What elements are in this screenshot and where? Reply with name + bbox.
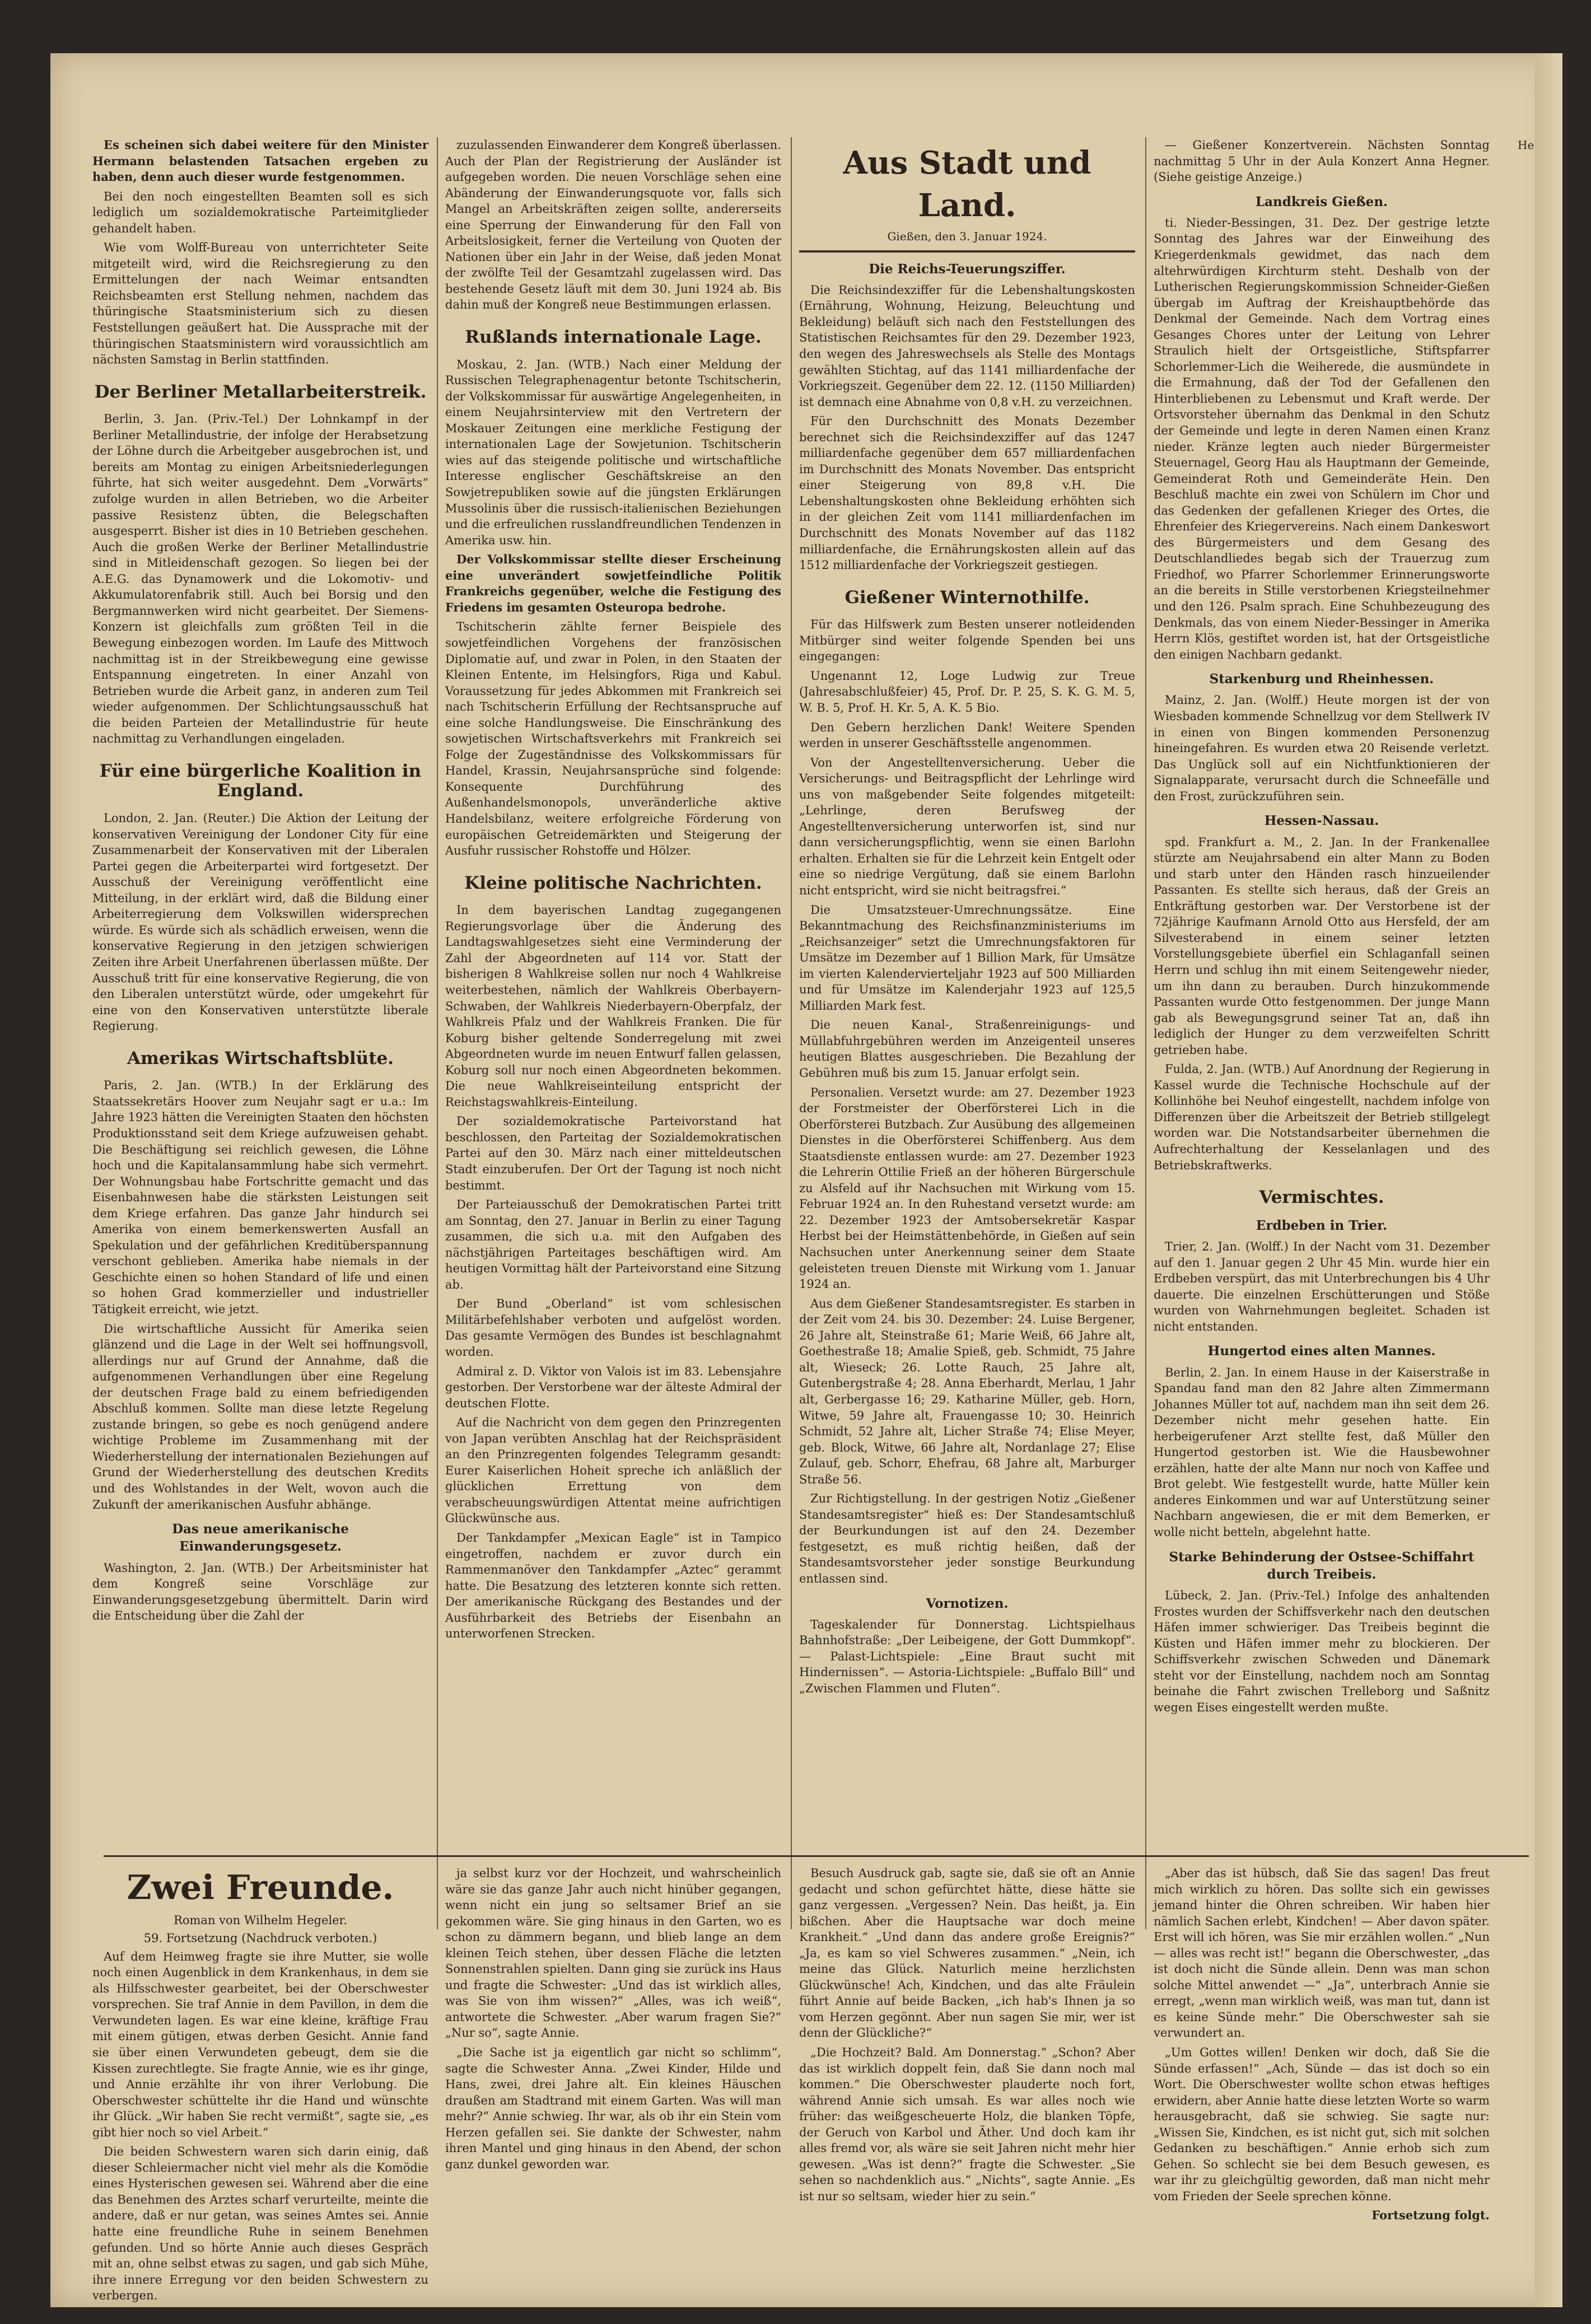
local-item: Von der Angestelltenversicherung. Ueber die Versicherungs- und Beitragspflicht der Lehrlinge wird uns von maßgebender Seite folgendes mitgeteilt: „Lehrlinge, deren Berufsweg der Angestelltenversicherung unterworfen ist, sind nur dann versicherungspflichtig, wenn sie einen Barlohn erhalten. Erhalten sie für die Lehrzeit kein Entgelt oder eine so niedrige Vergütung, daß sie einem Barlohn nicht entspricht, wird sie nicht beitragsfrei.“ [799,755,1135,897]
headline-hessen-nassau: Hessen-Nassau. [1264,813,1379,829]
news-item: Der Bund „Oberland“ ist vom schlesischen Militärbefehlshaber verboten und aufgelöst worden. Das gesamte Vermögen des Bundes ist beschlagnahmt worden. [445,1297,781,1359]
column-3 [799,137,1135,1700]
serial-column-1 [92,1865,428,2307]
news-item: Der Parteiausschuß der Demokratischen Partei tritt am Sonntag, den 27. Januar in Berlin zu einer Tagung zusammen, die sich u.a. mit den Aufgaben des nächstjährigen Parteitages beschäftigen wird. Am heutigen Vormittag hält der Parteivorstand eine Sitzung ab. [445,1198,781,1291]
serial-paragraph: Die beiden Schwestern waren sich darin einig, daß dieser Schleiermacher nicht viel mehr als die Komödie eines Hysterischen gewesen sei. Während aber die eine das Benehmen des Arztes scharf verurteilte, meinte die andere, daß er nur getan, was seines Amtes sei. Annie hatte eine freundliche Ruhe in seinem Benehmen gefunden. Und so hörte Annie auch dieses Gespräch mit an, ohne selbst etwas zu sagen, und gab sich Mühe, ihre innere Erregung vor den beiden Schwestern zu verbergen. [92,2145,428,2303]
section-masthead: Aus Stadt und Land. [843,144,1091,225]
article-einwanderung-cont: zuzulassenden Einwanderer dem Kongreß überlassen. Auch der Plan der Registrierung der Ausländer ist aufgegeben worden. Die neuen Vorschläge sehen eine Abänderung der Einwanderungsquote vor, falls sich Mangel an Arbeitskräften zeigen sollte, andererseits eine Sperrung der Einwanderung für den Fall von Arbeitslosigkeit, ferner die Verteilung von Quoten der Nationen über ein Jahr in der Weise, daß jeden Monat der zwölfte Teil der Gesamtzahl zugelassen wird. Das bestehende Gesetz läuft mit dem 30. Juni 1924 ab. Bis dahin muß der Kongreß neue Bestimmungen erlassen. [445,138,781,312]
news-item: Der sozialdemokratische Parteivorstand hat beschlossen, den Parteitag der Sozialdemokratischen Partei auf den 30. März nach einer mitteldeutschen Stadt einzuberufen. Der Ort der Tagung ist noch nicht bestimmt. [445,1114,781,1192]
article-frankfurt: spd. Frankfurt a. M., 2. Jan. In der Frankenallee stürzte am Neujahrsabend ein alter Mann zu Boden und starb unter den Händen rasch hinzueilender Passanten. Es stellte sich heraus, daß der Greis an Entkräftung gestorben war. Der Verstorbene ist der 72jährige Kaufmann Arnold Otto aus Hersfeld, der am Silvesterabend in einem seiner letzten Vorstellungsgebiete überfiel ein Schlaganfall seinen Herrn und schlug ihn mit einem Seitengewehr nieder, um ihn dann zu berauben. Durch hinzukommende Passanten wurde Otto festgenommen. Der junge Mann gab als Bewegungsgrund seiner Tat an, daß ihn lediglich der Hunger zu dem verzweifelten Schritt getrieben habe. [1154,835,1490,1057]
column-divider [791,137,792,1929]
local-item: Personalien. Versetzt wurde: am 27. Dezember 1923 der Forstmeister der Oberförsterei Lich in die Oberförsterei Butzbach. Zur Ausübung des allgemeinen Dienstes in die Oberförsterei Schiffenberg. Aus dem Staatsdienste entlassen wurde: am 27. Dezember 1923 die Lehrerin Ottilie Frieß an der höheren Bürgerschule zu Alsfeld auf ihr Nachsuchen mit Wirkung vom 15. Februar 1924 an. In den Ruhestand versetzt wurde: am 22. Dezember 1923 der Amtsobersekretär Kaspar Herbst bei der Heimstättenbehörde, in Gießen auf sein Nachsuchen unter Anerkennung seiner dem Staate geleisteten treuen Dienste mit Wirkung vom 1. Januar 1924 an. [799,1085,1135,1291]
local-item: Tageskalender für Donnerstag. Lichtspielhaus Bahnhofstraße: „Der Leibeigene, der Gott Dummkopf“. — Palast-Lichtspiele: „Eine Braut sucht mit Hindernissen“. — Astoria-Lichtspiele: „Buffalo Bill“ und „Zwischen Flammen und Fluten“. [799,1617,1135,1695]
local-item: — Gießener Konzertverein. Nächsten Sonntag nachmittag 5 Uhr in der Aula Konzert Anna Hegner. (Siehe geistige Anzeige.) [1154,138,1490,184]
article-winternothilfe: Für das Hilfswerk zum Besten unserer notleidenden Mitbürger sind weiter folgende Spenden bei uns eingegangen: [799,618,1135,664]
column-1 [92,137,428,1627]
newspaper-page [50,53,1562,2307]
headline-landkreis: Landkreis Gießen. [1255,194,1388,209]
serial-installment: 59. Fortsetzung (Nachdruck verboten.) [143,1931,377,1945]
serial-continuation: Fortsetzung folgt. [1371,2208,1490,2223]
column-2 [445,137,781,1645]
serial-author: Roman von Wilhelm Hegeler. [174,1913,347,1927]
article-russland: Moskau, 2. Jan. (WTB.) Nach einer Meldung der Russischen Telegraphenagentur betonte Tschitscherin, der Volkskommissar für auswärtige Angelegenheiten, in einem Neujahrsinterview mit den Vertretern der Moskauer Zeitungen eine merkliche Festigung der internationalen Lage der Sowjetunion. Tschitscherin wies auf das steigende politische und wirtschaftliche Interesse englischer Geschäftskreise an den Sowjetrepubliken sowie auf die jüngsten Erklärungen Mussolinis über die russisch-italienischen Beziehungen und die erfreulichen russlandfreundlichen Tendenzen in Amerika usw. hin. [445,357,781,547]
serial-column-4 [1154,1865,1490,2227]
headline-kleine-nachrichten: Kleine politische Nachrichten. [464,872,762,893]
article-treibeis: Lübeck, 2. Jan. (Priv.-Tel.) Infolge des anhaltenden Frostes wurden der Schiffsverkehr nach den deutschen Häfen immer schwieriger. Das Treibeis beginnt die Küsten und Häfen immer mehr zu blockieren. Der Schiffsverkehr zwischen Schweden und Dänemark steht vor der Einstellung, nachdem noch am Sonntag beinahe die Fahrt zwischen Trelleborg und Saßnitz wegen Eises eingestellt werden mußte. [1154,1589,1490,1714]
article-intro: Es scheinen sich dabei weitere für den Minister Hermann belastenden Tatsachen ergeben zu haben, denn auch dieser wurde festgenommen. [92,138,428,184]
article-amerika-2: Die wirtschaftliche Aussicht für Amerika seien glänzend und die Lage in der Welt sei hoffnungsvoll, allerdings nur auf Grund der Annahme, daß die aufgenommenen Verhandlungen über eine Regelung der deutschen Frage bald zu einem befriedigenden Abschluß kommen. Sollte man diese letzte Regelung zustande bringen, so gebe es noch genügend andere wichtige Probleme im Zusammenhang mit der Wiederherstellung der internationalen Beziehungen auf Grund der Wiederherstellung des deutschen Kredits und des Wohlstandes in der Welt, wovon auch die Zukunft der amerikanischen Ausfuhr abhänge. [92,1322,428,1511]
feuilleton-rule [104,1855,1529,1857]
column-divider [437,137,438,1929]
serial-column-3 [799,1865,1135,2208]
adjacent-page-edge [1534,53,1562,2307]
serial-paragraph: „Die Sache ist ja eigentlich gar nicht so schlimm“, sagte die Schwester Anna. „Zwei Kinder, Hilde und Hans, zwei, drei Jahre alt. Ein kleines Häuschen draußen am Stadtrand mit einem Garten. Was will man mehr?“ Annie schwieg. Ihr war, als ob ihr ein Stein vom Herzen gefallen sei. Sie dankte der Schwester, nahm ihren Mantel und ging hinaus in den Abend, der schon ganz dunkel geworden war. [445,2046,781,2171]
article-russland-2: Tschitscherin zählte ferner Beispiele des sowjetfeindlichen Vorgehens der französischen Diplomatie auf, und zwar in Polen, in den Staaten der Kleinen Entente, im Helsingfors, Riga und Kabul. Voraussetzung für jedes Abkommen mit Frankreich sei nach Tschitscherin Erfüllung der Rechtsanspruche auf eine solche Handlungsweise. Die Einschränkung des sowjetischen Wirtschaftsverkehrs mit Frankreich sei Folge der Zugeständnisse des Volkskommissars für Handel, Krassin, Neujahrsansprüche sind folgende: Konsequente Durchführung des Außenhandelsmonopols, unveränderliche aktive Handelsbilanz, weitere erfolgreiche Förderung von europäischen Getreidemärkten und Steigerung der Ausfuhr russischer Rohstoffe und Hölzer. [445,620,781,858]
serial-paragraph: „Um Gottes willen! Denken wir doch, daß Sie die Sünde erfassen!“ „Ach, Sünde — das ist doch so ein Wort. Die Oberschwester wollte schon etwas heftiges erwidern, aber Annie hatte diese letzten Worte so warm herausgebracht, daß sie schwieg. Sie sagte nur: „Wissen Sie, Kindchen, es ist nicht gut, sich mit solchen Gedanken zu beschäftigen.“ Annie erhob sich zum Gehen. So schlecht sie bei dem Besuch gewesen, es war ihr zu gleichgültig geworden, daß man nicht mehr vom Frieden der Seele sprechen könne. [1154,2046,1490,2203]
headline-hungertod: Hungertod eines alten Mannes. [1207,1343,1436,1359]
headline-winternothilfe: Gießener Winternothilfe. [845,587,1090,608]
news-item: Der Tankdampfer „Mexican Eagle“ ist in Tampico eingetroffen, nachdem er zuvor durch ein Rammenmanöver den Tankdampfer „Aztec“ gerammt hatte. Die Besatzung des letzteren konnte sich retten. Der amerikanische Rückgang des Bestandes und der Ausführbarkeit des Betriebs der Eisenbahn an unterworfenen Strecken. [445,1531,781,1641]
article-teuerung-2: Für den Durchschnitt des Monats Dezember berechnet sich die Reichsindexziffer auf das 1247 milliardenfache gegenüber dem 657 milliardenfachen im Durchschnitt des Monats November. Das entspricht einer Steigerung von 89,8 v.H. Die Lebenshaltungskosten ohne Bekleidung erhöhten sich in der gleichen Zeit vom 1141 milliardenfachen im Durchschnitt des Monats November auf das 1182 milliardenfache, die Ernährungskosten allein auf das 1512 milliardenfache der Vorkriegszeit gestiegen. [799,414,1135,572]
article-landkreis: ti. Nieder-Bessingen, 31. Dez. Der gestrige letzte Sonntag des Jahres war der Einweihung des Kriegerdenkmals gewidmet, das nach dem altehrwürdigen Kirchturm steht. Deshalb von der Lutherischen Regierungskommission Schneider-Gießen übergab im Auftrag der Kreishauptbehörde das Denkmal der Gemeinde. Nach dem Vortrag eines Gesanges Chores unter der Leitung von Lehrer Straulich hielt der Ortsgeistliche, Stiftspfarrer Schorlemmer-Lich die Weiherede, die ausmündete in die Ermahnung, daß der Tod der Gefallenen den Hinterbliebenen zu Lebensmut und Kraft werde. Der Ortsvorsteher übernahm das Denkmal in den Schutz der Gemeinde und legte in deren Namen einen Kranz nieder. Kränze legten auch nieder Bürgermeister Steuernagel, Georg Hau als Hauptmann der Gemeinde, Gemeinderat Roth und Gemeinderäte Hein. Den Beschluß machte ein zwei von Schülern im Chor und das Gedenken der gefallenen Krieger des Ortes, die Ehrenfeier des Kriegervereins. Nach einem Dankeswort des Bürgermeisters und dem Gesang des Deutschlandliedes begab sich der Trauerzug zum Friedhof, wo Pfarrer Schorlemmer Erinnerungsworte an die bereits in Stille verstorbenen Kriegsteilnehmer und den 126. Psalm sprach. Eine Schuhbezeugung des Denkmals, das von einem Nieder-Bessinger in Amerika Herrn Klös, gestiftet worden ist, hat der Ortsgeistliche den einigen Nachbarn gedankt. [1154,216,1490,661]
article-england: London, 2. Jan. (Reuter.) Die Aktion der Leitung der konservativen Vereinigung der Londoner City für eine Zusammenarbeit der Konservativen mit der Liberalen Partei gegen die Arbeiterpartei wird fortgesetzt. Der Ausschuß der Vereinigung veröffentlicht eine Mitteilung, in der erklärt wird, daß die Bildung einer Arbeiterregierung dem Volkswillen widersprechen würde. Es würde sich als schädlich erweisen, wenn die konservative Regierung in den jetzigen schwierigen Zeiten ihre Arbeit Unerfahrenen überlassen müßte. Der Ausschuß tritt für eine konservative Regierung, die von den Liberalen unterstützt würde, oder umgekehrt für eine von den Konservativen unterstützte liberale Regierung. [92,811,428,1033]
column-divider [1145,137,1146,1929]
article-paragraph: Bei den noch eingestellten Beamten soll es sich lediglich um sozialdemokratische Parteimitglieder gehandelt haben. [92,189,428,235]
news-item: Auf die Nachricht von dem gegen den Prinzregenten von Japan verübten Anschlag hat der Reichspräsident an den Prinzregenten folgendes Telegramm gesandt: Eurer Kaiserlichen Hoheit spreche ich anläßlich der glücklichen Errettung von dem verabscheuungswürdigen Attentat meine aufrichtigen Glückwünsche aus. [445,1416,781,1525]
article-russland-bold: Der Volkskommissar stellte dieser Erscheinung eine unverändert sowjetfeindliche Politik Frankreichs gegenüber, welche die Festigung des Friedens im gesamten Osteuropa bedrohe. [445,552,781,614]
headline-amerika: Amerikas Wirtschaftsblüte. [127,1048,394,1068]
article-paragraph: Wie vom Wolff-Bureau von unterrichteter Seite mitgeteilt wird, wird die Reichsregierung zu den Ermittelungen der nach Weimar entsandten Reichsbeamten erst Stellung nehmen, nachdem das thüringische Staatsministerium sich zu diesen Feststellungen geäußert hat. Die Aussprache mit der thüringischen Staatsministern wird voraussichtlich am nächsten Samstag in Berlin stattfinden. [92,241,428,367]
headline-treibeis: Starke Behinderung der Ostsee-Schiffahrt durch Treibeis. [1169,1549,1475,1582]
headline-erdbeben: Erdbeben in Trier. [1256,1217,1388,1233]
article-paragraph: Den Gebern herzlichen Dank! Weitere Spenden werden in unserer Geschäftsstelle angenommen. [799,720,1135,750]
local-item: Aus dem Gießener Standesamtsregister. Es starben in der Zeit vom 24. bis 30. Dezember: 24. Luise Bergener, 26 Jahre alt, Steinstraße 61; Marie Weiß, 66 Jahre alt, Goethestraße 18; Amalie Spieß, geb. Schmidt, 75 Jahre alt, Wieseck; 26. Lotte Rauch, 25 Jahre alt, Gutenbergstraße 4; 28. Anna Eberhardt, Merlau, 1 Jahr alt, Gerbergasse 16; 29. Katharine Müller, geb. Horn, Witwe, 59 Jahre alt, Frauengasse 10; 30. Heinrich Schmidt, 52 Jahre alt, Licher Straße 74; Elise Meyer, geb. Block, Witwe, 66 Jahre alt, Nordanlage 27; Elise Zulauf, geb. Schorr, Ehefrau, 68 Jahre alt, Marburger Straße 56. [799,1296,1135,1486]
serial-title: Zwei Freunde. [127,1868,394,1907]
article-amerika: Paris, 2. Jan. (WTB.) In der Erklärung des Staatssekretärs Hoover zum Neujahr sagt er u.a.: Im Jahre 1923 hätten die Vereinigten Staaten den höchsten Produktionsstand seit dem Kriege aufzuweisen gehabt. Die Beschäftigung sei reichlich gewesen, die Löhne hoch und die Kapitalansammlung habe sich vermehrt. Der Wohnungsbau habe Fortschritte gemacht und das Eisenbahnwesen habe die stärksten Leistungen seit dem Kriege erfahren. Das ganze Jahr hindurch sei Amerika von einem bemerkenswerten Ausfall an Spekulation und der gefährlichen Kreditüberspannung verschont geblieben. Amerika habe niemals in der Geschichte einen so hohen Standard of life und einen so hohen Grad kommerzieller und industrieller Tätigkeit erreicht, wie jetzt. [92,1079,428,1317]
headline-russland: Rußlands internationale Lage. [465,327,762,348]
headline-england: Für eine bürgerliche Koalition in England. [99,760,422,801]
headline-starkenburg: Starkenburg und Rheinhessen. [1209,671,1434,687]
local-item: Die Umsatzsteuer-Umrechnungssätze. Eine Bekanntmachung des Reichsfinanzministeriums im „Reichsanzeiger“ setzt die Umrechnungsfaktoren für Umsätze im Dezember auf 1 Billion Mark, für Umsätze im vierten Kalendervierteljahr 1923 auf 500 Milliarden und für Umsätze im Kalenderjahr 1923 auf 125,5 Milliarden Mark fest. [799,903,1135,1012]
article-einwanderung: Washington, 2. Jan. (WTB.) Der Arbeitsminister hat dem Kongreß seine Vorschläge zur Einwanderungsgesetzgebung übermittelt. Darin wird die Entscheidung über die Zahl der [92,1561,428,1623]
article-teuerung: Die Reichsindexziffer für die Lebenshaltungskosten (Ernährung, Wohnung, Heizung, Beleuchtung und Bekleidung) beläuft sich nach den Feststellungen des Statistischen Reichsamtes für den 29. Dezember 1923, den wegen des Jahreswechsels als Stelle des Montags gewählten Stichtag, auf das 1141 milliardenfache der Vorkriegszeit. Gegenüber dem 22. 12. (1150 Milliarden) ist demnach eine Abnahme von 0,8 v.H. zu verzeichnen. [799,283,1135,409]
column-4 [1154,137,1490,1719]
article-hungertod: Berlin, 2. Jan. In einem Hause in der Kaiserstraße in Spandau fand man den 82 Jahre alten Zimmermann Johannes Müller tot auf, nachdem man ihn seit dem 26. Dezember nicht mehr gesehen hatte. Ein herbeigerufener Arzt stellte fest, daß Müller den Hungertod gestorben ist. Wie die Hausbewohner erzählen, hatte der alte Mann nur noch von Kaffee und Brot gelebt. Wie festgestellt wurde, hatte Müller kein anderes Einkommen und war auf Unterstützung seiner Nachbarn angewiesen, die er mit dem Bemerken, er wolle nicht betteln, abgelehnt hatte. [1154,1365,1490,1539]
donation-list: Ungenannt 12, Loge Ludwig zur Treue (Jahresabschlußfeier) 45, Prof. Dr. P. 25, S. K. G. M. 5, W. B. 5, Prof. H. Kr. 5, A. K. 5 Bio. [799,669,1135,715]
article-mainz: Mainz, 2. Jan. (Wolff.) Heute morgen ist der von Wiesbaden kommende Schnellzug vor dem Stellwerk IV in einen von Bingen kommenden Personenzug hineingefahren. Es wurden etwa 20 Reisende verletzt. Das Unglück soll auf ein Nichtfunktionieren der Signalapparate, verursacht durch die Schneefälle und den Frost, zurückzuführen sein. [1154,693,1490,803]
local-item: Die neuen Kanal-, Straßenreinigungs- und Müllabfuhrgebühren werden im Anzeigenteil unseres heutigen Blattes ausgeschrieben. Die Bezahlung der Gebühren muß bis zum 15. Januar erfolgt sein. [799,1018,1135,1080]
news-item: Admiral z. D. Viktor von Valois ist im 83. Lebensjahre gestorben. Der Verstorbene war der älteste Admiral der deutschen Flotte. [445,1364,781,1410]
headline-vermischtes: Vermischtes. [1259,1187,1384,1208]
serial-paragraph: „Aber das ist hübsch, daß Sie das sagen! Das freut mich wirklich zu hören. Das sollte sich ein gewisses jemand hinter die Ohren schreiben. Wir haben hier nämlich Sachen erlebt, Kindchen! — Aber davon später. Erst will ich hören, was Sie mir erzählen wollen.“ „Nun — alles was recht ist!“ begann die Oberschwester, „das ist doch nicht die Sünde allein. Denn was man schon solche Mittel anwendet —“ „Ja“, unterbrach Annie sie erregt, „wenn man wirklich weiß, was man tut, dann ist es keine Sünde mehr.“ Die Oberschwester sah sie verwundert an. [1154,1866,1490,2040]
adjacent-page-fragment: He [1518,138,1534,152]
serial-paragraph: „Die Hochzeit? Bald. Am Donnerstag.“ „Schon? Aber das ist wirklich doppelt fein, daß Sie dann noch mal kommen.“ Die Oberschwester plauderte noch fort, während Annie sich umsah. Es war alles noch wie früher: das weißgescheuerte Holz, die blanken Töpfe, der Geruch von Karbol und Äther. Und doch kam ihr alles fremd vor, als wäre sie seit Jahren nicht mehr hier gewesen. „Was ist denn?“ fragte die Schwester. „Sie sehen so nachdenklich aus.“ „Nichts“, sagte Annie. „Es ist nur so seltsam, wieder hier zu sein.“ [799,2046,1135,2203]
dateline: Gießen, den 3. Januar 1924. [887,230,1047,244]
article-erdbeben: Trier, 2. Jan. (Wolff.) In der Nacht vom 31. Dezember auf den 1. Januar gegen 2 Uhr 45 Min. wurde hier ein Erdbeben verspürt, das mit Unterbrechungen bis 4 Uhr dauerte. Die einzelnen Erschütterungen und Stöße wurden von Wahrnehmungen begleitet. Schaden ist nicht entstanden. [1154,1239,1490,1333]
news-item: In dem bayerischen Landtag zugegangenen Regierungsvorlage über die Änderung des Landtagswahlgesetzes sieht eine Verminderung der Zahl der Abgeordneten auf 114 vor. Statt der bisherigen 8 Wahlkreise sollen nur noch 4 Wahlkreise weiterbestehen, nämlich der Wahlkreis Oberbayern-Schwaben, der Wahlkreis Niederbayern-Oberpfalz, der Wahlkreis Pfalz und der Wahlkreis Franken. Die für Koburg bisher geltende Sonderregelung mit zwei Abgeordneten wurde im neuen Entwurf fallen gelassen, Koburg soll nur noch einen Abgeordneten bekommen. Die neue Wahlkreiseinteilung entspricht der Reichstagswahlkreis-Einteilung. [445,903,781,1109]
serial-paragraph: ja selbst kurz vor der Hochzeit, und wahrscheinlich wäre sie das ganze Jahr auch nicht hinüber gegangen, wenn nicht ein jung so seltsamer Brief an sie gekommen wäre. Sie ging hinaus in den Garten, wo es schon zu dämmern begann, und blieb lange an dem kleinen Teich stehen, über dessen Fläche die letzten Sonnenstrahlen spielten. Dann ging sie zurück ins Haus und fragte die Schwester: „Und das ist wirklich alles, was Sie von ihm wissen?“ „Alles, was ich weiß“, antwortete die Schwester. „Aber warum fragen Sie?“ „Nur so“, sagte Annie. [445,1866,781,2040]
local-item: Zur Richtigstellung. In der gestrigen Notiz „Gießener Standesamtsregister“ hieß es: Der Standesamtschluß der Beurkundungen ist auf den 24. Dezember festgesetzt, es muß richtig heißen, daß der Standesamtsvorsteher jeder sonstige Beurkundung entlassen sind. [799,1492,1135,1585]
serial-paragraph: Auf dem Heimweg fragte sie ihre Mutter, sie wolle noch einen Augenblick in dem Krankenhaus, in dem sie als Hilfsschwester gearbeitet, bei der Oberschwester vorsprechen. Sie traf Annie in dem Pavillon, in dem die Verwundeten lagen. Es war eine kleine, kräftige Frau mit einem gütigen, etwas derben Gesicht. Annie fand sie über einen Verwundeten gebeugt, dem sie die Kissen zurechtlegte. Sie fragte Annie, wie es ihr ginge, und Annie erzählte ihr von ihrer Verlobung. Die Oberschwester schüttelte ihr die Hand und wünschte ihr Glück. „Wir haben Sie recht vermißt“, sagte sie, „es gibt hier noch so viel Arbeit.“ [92,1949,428,2139]
serial-paragraph: Besuch Ausdruck gab, sagte sie, daß sie oft an Annie gedacht und schon gefürchtet hätte, diese hätte sie ganz vergessen. „Vergessen? Nein. Das heißt, ja. Ein bißchen. Aber die Hauptsache war doch meine Krankheit.“ „Und dann das andere große Ereignis?“ „Ja, es kam so viel Schweres zusammen.“ „Nein, ich meine das Glück. Naturlich meine herzlichsten Glückwünsche! Ach, Kindchen, und das alte Fräulein führt Annie auf beide Backen, „ich hab's Ihnen ja so vom Herzen gegönnt. Aber nun sagen Sie mir, wer ist denn der Glückliche?“ [799,1866,1135,2040]
serial-column-2 [445,1865,781,2176]
masthead-rule [799,250,1135,253]
headline-einwanderung: Das neue amerikanische Einwanderungsgesetz. [172,1522,349,1555]
article-metallarbeiterstreik: Berlin, 3. Jan. (Priv.-Tel.) Der Lohnkampf in der Berliner Metallindustrie, der infolge der Herabsetzung der Löhne durch die Arbeitgeber ausgebrochen ist, und bereits am Montag zu einigen Arbeitsniederlegungen führte, hat sich weiter ausgedehnt. Dem „Vorwärts“ zufolge wurden in allen Betrieben, wo die Arbeiter passive Resistenz übten, die Belegschaften ausgesperrt. Bisher ist dies in 10 Betrieben geschehen. Auch die großen Werke der Berliner Metallindustrie sind in Mitleidenschaft gezogen. So liegen bei der A.E.G. das Dynamowerk und die Lokomotiv- und Akkumulatorenfabrik still. Auch bei Borsig und den Bergmannwerken wird nicht gearbeitet. Der Siemens-Konzern ist gleichfalls zum größten Teil in die Bewegung einbezogen worden. Im Laufe des Mittwoch nachmittag ist in der Streikbewegung eine gewisse Entspannung eingetreten. In einer Anzahl von Betrieben wurde die Arbeit ganz, in anderen zum Teil wieder aufgenommen. Der Schlichtungsausschuß hat die beiden Parteien der Metallindustrie für heute nachmittag zu Verhandlungen eingeladen. [92,412,428,746]
article-fulda: Fulda, 2. Jan. (WTB.) Auf Anordnung der Regierung in Kassel wurde die Technische Hochschule auf der Kollinhöhe bei Neuhof eingestellt, nachdem infolge von Differenzen über die Arbeitszeit der Betrieb stillgelegt worden war. Die Notstandsarbeiter übernehmen die Aufrechterhaltung der Kesselanlagen und des Betriebskraftwerks. [1154,1062,1490,1172]
headline-teuerungsziffer: Die Reichs-Teuerungsziffer. [869,261,1066,277]
headline-vornotizen: Vornotizen. [926,1595,1009,1611]
headline-metallarbeiterstreik: Der Berliner Metallarbeiterstreik. [94,381,427,402]
